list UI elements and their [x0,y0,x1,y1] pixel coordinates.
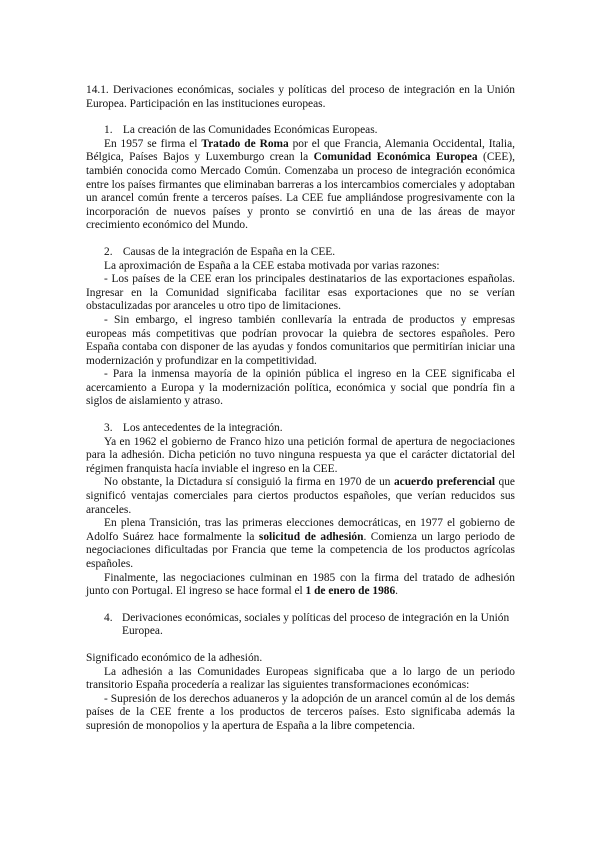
text-run: por el que Francia, Alemania Occidental, Italia, Bélgica, Países Bajos y Luxemburgo crean la [86,137,515,164]
text-run: No obstante, la Dictadura sí consiguió la firma en 1970 de un [104,476,394,489]
section-3-heading [86,422,515,436]
section-3-paragraph-1: Ya en 1962 el gobierno de Franco hizo una petición formal de apertura de negociaciones para la adhesión. Dicha petición no tuvo ninguna respuesta ya que el carácter dictatorial del régimen franquista hacía inviable el ingreso en la CEE. [86,435,515,475]
document-title: 14.1. Derivaciones económicas, sociales y políticas del proceso de integración en la Unión Europea. Participación en las instituciones europeas. [86,84,515,110]
section-heading-text: Los antecedentes de la integración. [122,422,283,435]
bold-term: acuerdo preferencial [393,476,496,489]
bold-term: Tratado de Roma [201,137,289,150]
section-3-paragraph-4 [86,572,515,599]
text-run: (CEE), también conocida como Mercado Común. Comenzaba un proceso de integración económica entre los países firmantes que eliminaban barreras a los intercambios comerciales y adoptaban un arancel común frente a terceros países. La CEE fue ampliándose progresivamente con la incorporación de nuevos países y pronto se convirtió en una de las áreas de mayor crecimiento económico del Mundo. [86,151,515,232]
bold-term: Comunidad Económica Europea [313,151,478,164]
section-1-paragraph [86,138,515,233]
subsection-heading: Significado económico de la adhesión. [86,651,263,664]
bold-term: solicitud de adhesión [258,530,364,543]
section-1-heading [86,124,515,138]
text-run: . Comienza un largo periodo de negociaciones dificultadas por Francia que teme la competencia de los productos agrícolas españoles. [86,530,515,570]
section-number: 2. [104,245,113,258]
subsection-bullet-1: - Supresión de los derechos aduaneros y la adopción de un arancel común al de los demás países de la CEE frente a los productos de terceros países. Esto significaba además la supresión de monopolios y la apertura de España a la libre competencia. [86,692,515,732]
text-run: En plena Transición, tras las primeras elecciones democráticas, en 1977 el gobierno de Adolfo Suárez hace formalmente la [86,517,515,543]
bold-term: 1 de enero de 1986 [305,585,396,598]
section-number: 3. [104,422,113,435]
section-2-intro: La aproximación de España a la CEE estaba motivada por varias razones: [104,259,440,272]
section-4-heading [86,612,515,639]
section-number: 1. [104,124,113,137]
section-3-paragraph-3 [86,517,515,571]
text-run: que significó ventajas comerciales para ciertos productos españoles, que verían reducidos sus aranceles. [86,476,515,516]
text-run: Finalmente, las negociaciones culminan en 1985 con la firma del tratado de adhesión junto con Portugal. El ingreso se hace formal el [86,571,515,598]
section-number: 4. [104,611,113,624]
text-run: . [395,585,399,598]
section-2-heading [86,246,515,260]
section-heading-text: Derivaciones económicas, sociales y políticas del proceso de integración en la Unión Europea. [122,611,510,638]
subsection-paragraph: La adhesión a las Comunidades Europeas significaba que a lo largo de un periodo transitorio España procedería a realizar las siguientes transformaciones económicas: [86,665,515,692]
section-2-bullet-3: - Para la inmensa mayoría de la opinión pública el ingreso en la CEE significaba el acercamiento a Europa y la modernización política, económica y social que pondría fin a siglos de aislamiento y atraso. [86,368,515,408]
section-3-paragraph-2 [86,476,515,517]
section-heading-text: La creación de las Comunidades Económicas Europeas. [122,124,378,137]
section-2-bullet-1: - Los países de la CEE eran los principales destinatarios de las exportaciones españolas. Ingresar en la Comunidad significaba facilitar esas exportaciones que no se verían obstaculizadas por aranceles u otro tipo de limitaciones. [86,273,515,313]
section-2-bullet-2: - Sin embargo, el ingreso también conllevaría la entrada de productos y empresas europeas más competitivas que podrían provocar la quiebra de sectores españoles. Pero España contaba con disponer de las ayudas y fondos comunitarios que permitirían iniciar una modernización y profundizar en la competitividad. [86,313,515,367]
text-column [86,84,515,734]
text-run: En 1957 se firma el [104,137,202,150]
section-heading-text: Causas de la integración de España en la CEE. [122,245,336,258]
